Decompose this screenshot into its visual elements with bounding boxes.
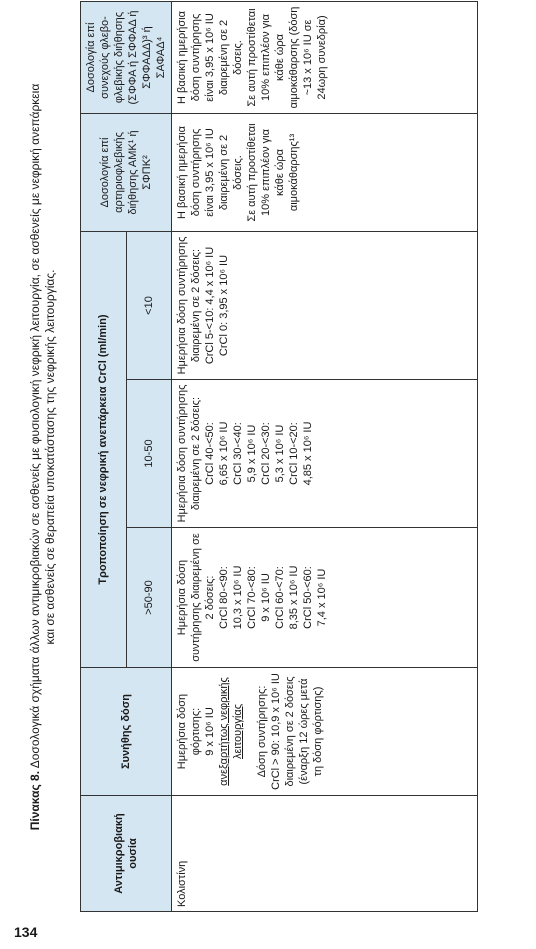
cvvh-line: Σε αυτή προστίθεται 10% επιπλέον για κάθε ώρα αιμοκάθαρσης (δόση ~13 x 10⁶ IU σε 24ωρη συνεδρία) (246, 6, 328, 109)
range2-line: 6,65 x 10⁶ IU (218, 421, 230, 486)
header-substance: Αντιμικροβιακή ουσία (81, 796, 172, 912)
cell-range-1 (172, 528, 478, 668)
range1-line: 7,4 x 10⁶ IU (316, 568, 328, 627)
header-range-2: 10-50 (126, 380, 172, 528)
table-row (172, 2, 478, 912)
range2-line: CrCl 20-<30: (260, 422, 272, 485)
rotated-table-block (22, 2, 532, 912)
range2-line: Ημερήσια δόση συντήρησης διαιρεμένη σε 2 δόσεις: (176, 384, 202, 523)
range3-line: Ημερήσια δόση συντήρησης διαιρεμένη σε 2 δόσεις: (176, 236, 202, 375)
range3-line: CrCl 0: 3,95 x 10⁶ IU (218, 254, 230, 357)
table-caption (22, 2, 80, 912)
cell-usual-dose (172, 668, 478, 796)
cvvh-line: Η βασική ημερήσια δόση συντήρησης είναι 3,95 x 10⁶ IU διαιρεμένη σε 2 δόσεις. (176, 11, 244, 104)
cavh-line: Η βασική ημερήσια δόση συντήρησης είναι 3,95 x 10⁶ IU διαιρεμένη σε 2 δόσεις. (176, 126, 244, 219)
range2-line: 5,3 x 10⁶ IU (274, 424, 286, 483)
usual-dose-line: ανεξαρτήτως νεφρικής λειτουργίας (218, 677, 244, 786)
cell-substance: Κολιστίνη (172, 796, 478, 912)
range1-line: CrCl 70-<80: (246, 566, 258, 629)
header-cvvh: Δοσολογία επί συνεχούς φλεβο-φλεβικής διήθησης (ΣΦΦΑ ή ΣΦΦΑΔ ή ΣΦΦΑΔΔ)³ ή ΣΑΦΑΔ⁴ (81, 2, 172, 114)
range2-line: CrCl 30-<40: (232, 422, 244, 485)
header-adjustment: Τροποποίηση σε νεφρική ανεπάρκεια CrCl (ml/min) (81, 232, 127, 668)
range1-line: 10,3 x 10⁶ IU (232, 565, 244, 630)
dosing-table (80, 1, 478, 912)
cell-range-2 (172, 380, 478, 528)
header-row-1 (81, 2, 127, 912)
usual-dose-line: 9 x 10⁶ IU (204, 707, 216, 756)
range2-line: CrCl 10-<20: (288, 422, 300, 485)
range1-line: Ημερήσια δόση συντήρησης διαιρεμένη σε 2 δόσεις: (176, 533, 216, 662)
range2-line: 5,9 x 10⁶ IU (246, 424, 258, 483)
range1-line: CrCl 60-<70: (274, 566, 286, 629)
cell-cvvh (172, 2, 478, 114)
caption-line2: και σε ασθενείς σε θεραπεία υποκατάστασης της νεφρικής λειτουργίας. (43, 269, 57, 645)
cell-range-3 (172, 232, 478, 380)
range1-line: 8,35 x 10⁶ IU (288, 565, 300, 630)
caption-line1: Δοσολογικά σχήματα άλλων αντιμικροβιακών σε ασθενείς με φυσιολογική νεφρική λειτουργία, σε ασθενείς με νεφρική ανεπάρκεια (28, 83, 42, 769)
range2-line: CrCl 40-<50: (204, 422, 216, 485)
usual-dose-line: Ημερήσια δόση φόρτισης: (176, 693, 202, 770)
range1-line: 9 x 10⁶ IU (260, 573, 272, 622)
usual-dose-line: Δόση συντήρησης: (256, 685, 268, 778)
cell-cavh (172, 114, 478, 232)
caption-label: Πίνακας 8. (28, 770, 42, 831)
header-range-3: <10 (126, 232, 172, 380)
range1-line: CrCl 80-<90: (218, 566, 230, 629)
usual-dose-line: CrCl > 90: 10,9 x 10⁶ IU (270, 673, 282, 790)
cavh-line: Σε αυτή προστίθεται 10% επιπλέον για κάθε ώρα αιμοκάθαρσης¹³ (246, 123, 300, 222)
usual-dose-line: (έναρξη 12 ώρες μετά τη δόση φόρτισης) (298, 678, 324, 785)
header-cavh: Δοσολογία επί αρτηριοφλεβικής διήθησης ΑΜΚ¹ ή ΣΦΠΚ² (81, 114, 172, 232)
header-usual-dose: Συνήθης δόση (81, 668, 172, 796)
range2-line: 4,85 x 10⁶ IU (302, 421, 314, 486)
usual-dose-line: διαιρεμένη σε 2 δόσεις (284, 676, 296, 787)
page-number: 134 (14, 924, 38, 940)
spacer (245, 672, 255, 791)
range1-line: CrCl 50-<60: (302, 566, 314, 629)
range3-line: CrCl 5-<10: 4,4 x 10⁶ IU (204, 246, 216, 365)
header-range-1: >50-90 (126, 528, 172, 668)
